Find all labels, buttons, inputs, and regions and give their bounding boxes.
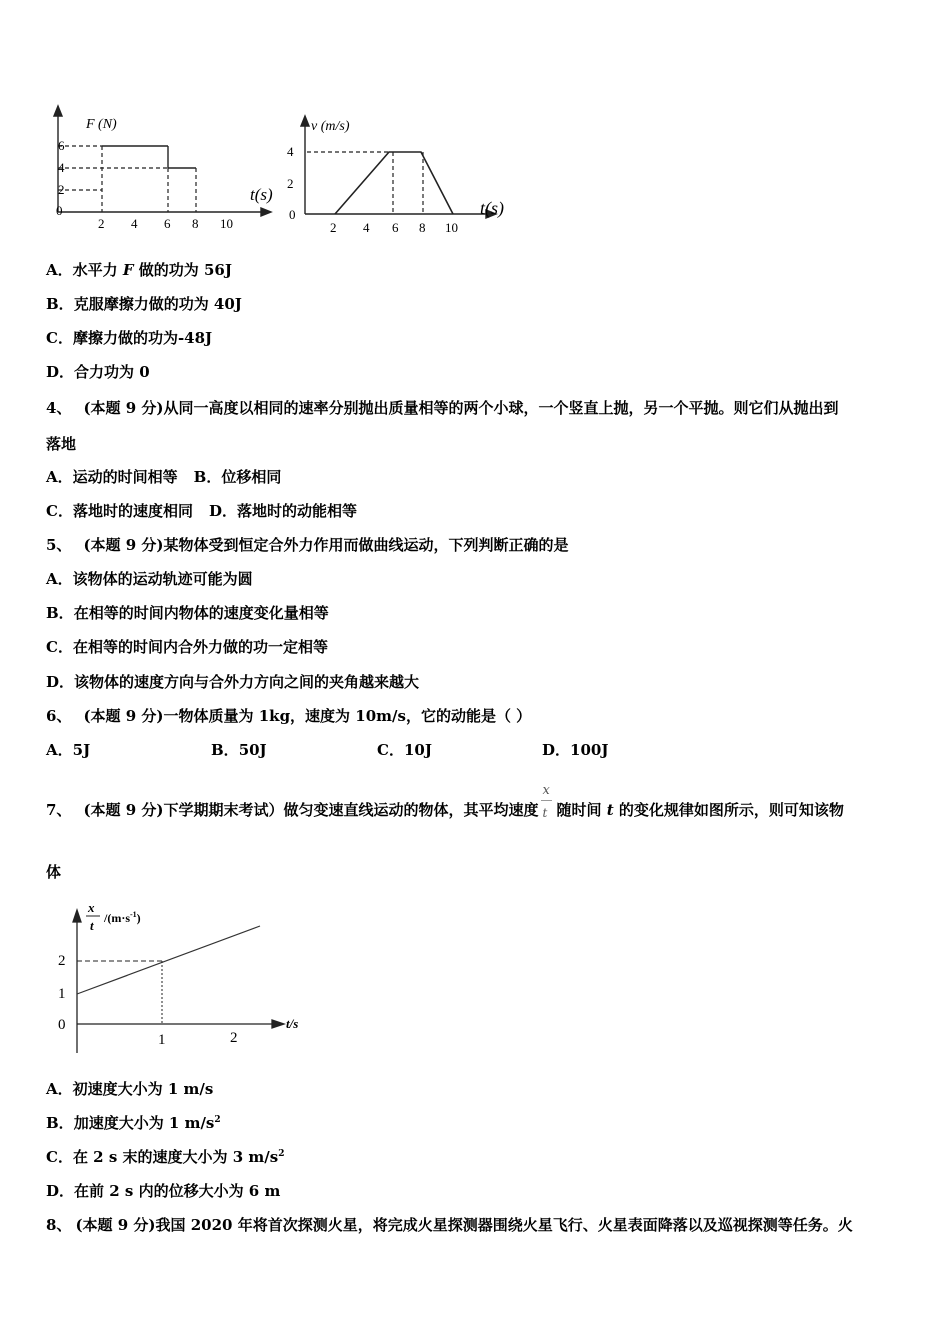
q7-graph-ytick-0: 0 bbox=[58, 1017, 66, 1033]
v-graph-xtick-4: 4 bbox=[363, 220, 370, 235]
q7-option-d[interactable] bbox=[46, 1181, 280, 1201]
avg-velocity-time-graph bbox=[50, 898, 320, 1058]
q6-option-b-text: 50J bbox=[238, 741, 267, 759]
q4-option-d-label: D． bbox=[208, 502, 237, 520]
q8-stem-text: (本题 9 分)我国 2020 年将首次探测火星，将完成火星探测器围绕火星飞行、火星表面降落以及巡视探测等任务。火 bbox=[75, 1216, 853, 1234]
q7-option-c-sup: 2 bbox=[278, 1149, 285, 1159]
q7-stem-var: t bbox=[606, 801, 614, 819]
q5-stem bbox=[46, 535, 569, 555]
q6-option-c-text: 10J bbox=[403, 741, 432, 759]
q7-graph-ylabel-unit-text: /(m·s bbox=[104, 911, 130, 925]
q7-graph-ytick-2: 2 bbox=[58, 953, 66, 969]
q6-number: 6、 bbox=[46, 707, 72, 725]
q4-option-a-label: A． bbox=[46, 468, 73, 486]
f-graph-ylabel: F (N) bbox=[86, 117, 117, 132]
q7-avg-velocity-fraction bbox=[539, 783, 557, 821]
q5-option-a-text: 该物体的运动轨迹可能为圆 bbox=[72, 570, 253, 588]
q7-option-d-text: 在前 2 s 内的位移大小为 6 m bbox=[74, 1182, 281, 1200]
v-graph-xtick-6: 6 bbox=[392, 220, 399, 235]
q6-option-c-label: C． bbox=[377, 741, 404, 759]
v-graph-ylabel: v (m/s) bbox=[311, 119, 350, 134]
f-graph-xtick-4: 4 bbox=[131, 216, 138, 231]
q4-option-b[interactable] bbox=[194, 468, 282, 486]
q7-option-c-label: C． bbox=[46, 1148, 73, 1166]
q4-option-d[interactable] bbox=[209, 502, 357, 520]
q7-graph-xlabel: t/s bbox=[286, 1016, 299, 1031]
q7-option-c-text: 在 2 s 末的速度大小为 3 m/s bbox=[72, 1148, 279, 1166]
q6-option-d[interactable] bbox=[542, 740, 608, 760]
q3-option-a-text-post: 做的功为 56J bbox=[133, 261, 232, 279]
q4-option-c-label: C． bbox=[46, 502, 73, 520]
f-graph-xtick-2: 2 bbox=[98, 216, 105, 231]
q4-option-a[interactable] bbox=[46, 468, 178, 486]
q5-stem-text: (本题 9 分)某物体受到恒定合外力作用而做曲线运动，下列判断正确的是 bbox=[83, 536, 569, 554]
q3-option-a-var: F bbox=[122, 261, 134, 279]
q7-stem-cont bbox=[46, 862, 61, 882]
q5-number: 5、 bbox=[46, 536, 72, 554]
f-graph-ytick-2: 2 bbox=[58, 182, 65, 197]
f-graph-xtick-8: 8 bbox=[192, 216, 199, 231]
q6-option-d-label: D． bbox=[542, 741, 571, 759]
q4-options-ab bbox=[46, 467, 281, 487]
q7-option-b-text: 加速度大小为 1 m/s bbox=[73, 1114, 215, 1132]
q3-option-d[interactable] bbox=[46, 362, 150, 382]
q5-option-c-label: C． bbox=[46, 638, 73, 656]
f-graph-ytick-4: 4 bbox=[58, 160, 65, 175]
q7-graph-ytick-1: 1 bbox=[58, 986, 66, 1002]
q3-option-a-label: A． bbox=[46, 261, 73, 279]
q4-option-c-text: 落地时的速度相同 bbox=[72, 502, 193, 520]
q7-graph-xtick-1: 1 bbox=[158, 1032, 166, 1048]
q4-option-a-text: 运动的时间相等 bbox=[72, 468, 178, 486]
q7-graph-ylabel-close: ) bbox=[136, 911, 141, 925]
v-graph-ytick-2: 2 bbox=[287, 176, 294, 191]
f-graph-ytick-6: 6 bbox=[58, 138, 65, 153]
q7-number: 7、 bbox=[46, 801, 72, 819]
q4-stem-line1: (本题 9 分)从同一高度以相同的速率分别抛出质量相等的两个小球，一个竖直上抛，另一个平抛。则它们从抛出到 bbox=[83, 399, 839, 417]
q7-option-a[interactable] bbox=[46, 1079, 213, 1099]
q3-option-b-label: B． bbox=[46, 295, 74, 313]
q5-option-d-label: D． bbox=[46, 673, 75, 691]
f-graph-xlabel: t(s) bbox=[250, 185, 273, 204]
q7-frac-den: t bbox=[542, 806, 548, 820]
q7-stem-line2: 体 bbox=[46, 863, 62, 881]
q4-option-b-label: B． bbox=[193, 468, 222, 486]
q8-stem bbox=[46, 1215, 853, 1235]
q7-option-a-label: A． bbox=[46, 1080, 73, 1098]
q3-option-a-text-pre: 水平力 bbox=[72, 261, 123, 279]
q7-option-c[interactable] bbox=[46, 1147, 284, 1167]
q6-option-a-label: A． bbox=[46, 741, 73, 759]
q6-option-c[interactable] bbox=[377, 740, 432, 760]
q4-stem-cont bbox=[46, 434, 76, 454]
q6-option-a-text: 5J bbox=[72, 741, 91, 759]
q5-option-b-text: 在相等的时间内物体的速度变化量相等 bbox=[73, 604, 329, 622]
q7-graph-ylabel-num: x bbox=[88, 900, 95, 915]
q7-graph-ylabel-den: t bbox=[90, 918, 94, 933]
q6-option-a[interactable] bbox=[46, 740, 90, 760]
q4-option-b-text: 位移相同 bbox=[221, 468, 282, 486]
q3-option-c-text: 摩擦力做的功为-48J bbox=[72, 329, 213, 347]
q4-option-c[interactable] bbox=[46, 502, 193, 520]
q7-stem-pre: (本题 9 分)下学期期末考试）做匀变速直线运动的物体，其平均速度 bbox=[83, 801, 539, 819]
f-graph-xtick-10: 10 bbox=[220, 216, 233, 231]
force-time-graph bbox=[50, 100, 290, 240]
v-graph-xtick-2: 2 bbox=[330, 220, 337, 235]
f-graph-ytick-0: 0 bbox=[56, 203, 63, 218]
v-graph-xlabel: t(s) bbox=[480, 198, 504, 218]
q7-option-a-text: 初速度大小为 1 m/s bbox=[72, 1080, 214, 1098]
q6-option-b-label: B． bbox=[211, 741, 239, 759]
q7-stem bbox=[46, 783, 844, 821]
q6-option-b[interactable] bbox=[211, 740, 267, 760]
q7-stem-post: 的变化规律如图所示，则可知该物 bbox=[613, 801, 844, 819]
q7-graph-ylabel-exp: -1 bbox=[130, 910, 137, 919]
q5-option-b[interactable] bbox=[46, 603, 329, 623]
q7-option-d-label: D． bbox=[46, 1182, 75, 1200]
q3-option-d-label: D． bbox=[46, 363, 75, 381]
q3-option-d-text: 合力功为 0 bbox=[74, 363, 150, 381]
velocity-time-graph bbox=[285, 108, 525, 243]
q7-option-b-label: B． bbox=[46, 1114, 74, 1132]
q3-option-b[interactable] bbox=[46, 294, 242, 314]
q7-stem-mid: 随时间 bbox=[556, 801, 607, 819]
q7-option-b-sup: 2 bbox=[214, 1115, 221, 1125]
q5-option-d-text: 该物体的速度方向与合外力方向之间的夹角越来越大 bbox=[74, 673, 420, 691]
q6-stem-text: (本题 9 分)一物体质量为 1kg，速度为 10m/s，它的动能是（ ） bbox=[83, 707, 532, 725]
q4-stem-line2: 落地 bbox=[46, 435, 77, 453]
q4-options-cd bbox=[46, 501, 357, 521]
v-graph-xtick-8: 8 bbox=[419, 220, 426, 235]
q7-frac-num: x bbox=[542, 783, 550, 798]
q5-option-c[interactable] bbox=[46, 637, 328, 657]
q3-option-c[interactable] bbox=[46, 328, 212, 348]
q4-number: 4、 bbox=[46, 399, 72, 417]
q5-option-c-text: 在相等的时间内合外力做的功一定相等 bbox=[72, 638, 328, 656]
q3-option-b-text: 克服摩擦力做的功为 40J bbox=[73, 295, 242, 313]
q4-option-d-text: 落地时的动能相等 bbox=[236, 502, 357, 520]
q7-graph-xtick-2: 2 bbox=[230, 1030, 238, 1046]
q5-option-d[interactable] bbox=[46, 672, 419, 692]
q5-option-a-label: A． bbox=[46, 570, 73, 588]
q6-stem bbox=[46, 706, 531, 726]
q3-option-c-label: C． bbox=[46, 329, 73, 347]
q3-option-a[interactable] bbox=[46, 260, 232, 280]
q7-option-b[interactable] bbox=[46, 1113, 221, 1133]
v-graph-ytick-4: 4 bbox=[287, 144, 294, 159]
q5-option-b-label: B． bbox=[46, 604, 74, 622]
q4-stem bbox=[46, 398, 839, 418]
q8-number: 8、 bbox=[46, 1216, 72, 1234]
v-graph-ytick-0: 0 bbox=[289, 207, 296, 222]
v-graph-xtick-10: 10 bbox=[445, 220, 458, 235]
q7-graph-ylabel-unit bbox=[103, 910, 141, 925]
q6-option-d-text: 100J bbox=[570, 741, 609, 759]
f-graph-xtick-6: 6 bbox=[164, 216, 171, 231]
q5-option-a[interactable] bbox=[46, 569, 253, 589]
